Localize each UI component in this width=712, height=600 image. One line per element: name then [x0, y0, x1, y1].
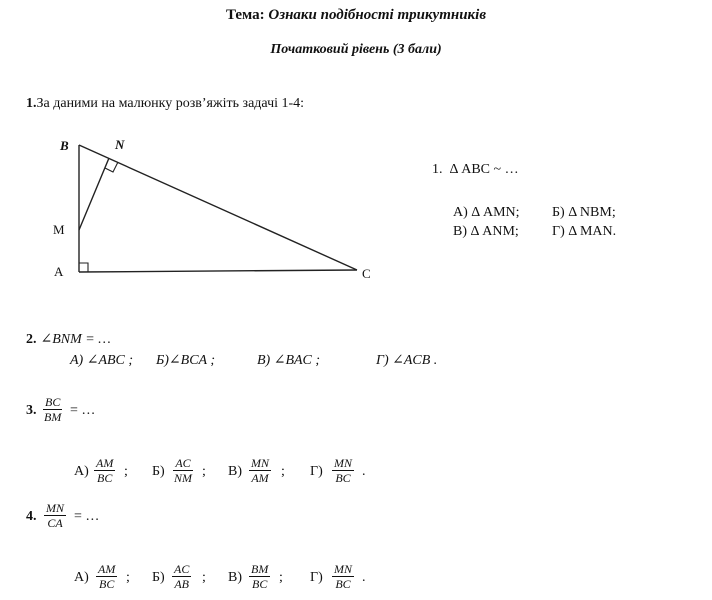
q4-option-a-num: AM: [98, 562, 116, 576]
q2-option-b[interactable]: Б)∠BCA ;: [156, 353, 216, 368]
point-c-label: C: [362, 266, 371, 281]
q2-option-d[interactable]: Г) ∠ACB .: [376, 353, 438, 368]
q3-option-c-label[interactable]: В): [228, 464, 242, 479]
side-bc: [79, 145, 357, 270]
q3-option-d-sep: .: [362, 464, 366, 479]
q3-option-d-num: MN: [334, 456, 352, 470]
q4-option-d-den: BC: [335, 577, 351, 591]
point-n-label: N: [115, 137, 125, 152]
q3-option-d-label[interactable]: Г): [310, 464, 323, 479]
q3-option-c-num: MN: [251, 456, 269, 470]
q4-option-b-label[interactable]: Б): [152, 570, 165, 585]
q4-option-a-den: BC: [98, 577, 115, 591]
q4-option-b-frac[interactable]: [172, 562, 191, 591]
q3-option-a-sep: ;: [124, 464, 128, 479]
q3-fraction: [42, 395, 63, 424]
q3-option-a-label[interactable]: А): [74, 464, 89, 479]
q2-option-c[interactable]: В) ∠BAC ;: [257, 353, 321, 368]
side-ac: [79, 270, 357, 272]
q3-option-b-num: AC: [175, 456, 191, 470]
q4-option-d-num: MN: [334, 562, 352, 576]
level-subtitle: Початковий рівень (3 бали): [270, 42, 442, 57]
q3-frac-num: BC: [44, 395, 61, 409]
q4-option-d-sep: .: [362, 570, 366, 585]
q3-option-c-den: AM: [251, 471, 269, 485]
q4-option-b-sep: ;: [202, 570, 206, 585]
q3-option-d-den: BC: [335, 471, 351, 485]
q1-option-b[interactable]: Б) Δ NBM;: [552, 205, 616, 220]
q3-option-b-label[interactable]: Б): [152, 464, 165, 479]
q3-option-b-sep: ;: [202, 464, 206, 479]
q4-option-d-frac[interactable]: [332, 562, 354, 591]
q3-option-a-frac[interactable]: [94, 456, 115, 485]
q4-number: 4.: [26, 509, 37, 524]
q3-option-c-sep: ;: [281, 464, 285, 479]
q4-option-d-label[interactable]: Г): [310, 570, 323, 585]
q4-option-a-label[interactable]: А): [74, 570, 89, 585]
q1-text: Δ ABC ~ …: [449, 162, 519, 177]
point-a-label: A: [54, 264, 64, 279]
q3-equals: = …: [70, 403, 96, 418]
q3-option-a-den: BC: [96, 471, 113, 485]
right-angle-a: [79, 263, 88, 272]
q1-option-c[interactable]: В) Δ ANM;: [453, 224, 519, 239]
q3-option-d-frac[interactable]: [332, 456, 354, 485]
q4-option-c-num: BM: [251, 562, 269, 576]
point-b-label: B: [60, 138, 69, 153]
q4-option-a-sep: ;: [126, 570, 130, 585]
q4-equals: = …: [74, 509, 100, 524]
q1-option-a[interactable]: А) Δ AMN;: [453, 205, 520, 220]
q4-option-c-label[interactable]: В): [228, 570, 242, 585]
q4-option-c-frac[interactable]: [249, 562, 270, 591]
segment-mn: [79, 158, 109, 230]
q4-option-c-den: BC: [251, 577, 268, 591]
q4-option-b-num: AC: [174, 562, 190, 576]
q1-option-d[interactable]: Г) Δ MAN.: [552, 224, 617, 239]
title-topic: Ознаки подібності трикутників: [268, 7, 487, 23]
q3-frac-den: BM: [44, 410, 62, 424]
q4-fraction: [44, 501, 66, 530]
q2-option-a[interactable]: А) ∠ABC ;: [70, 353, 134, 368]
task-text: За даними на малюнку розв’яжіть задачі 1-4:: [36, 96, 305, 111]
q1-number: 1.: [432, 162, 443, 177]
q4-frac-den: CA: [47, 516, 63, 530]
title-prefix: Тема:: [225, 7, 265, 23]
q4-frac-num: MN: [46, 501, 64, 515]
q3-option-b-frac[interactable]: [172, 456, 194, 485]
q1-question: [432, 162, 519, 178]
q2-text: ∠BNM = …: [40, 332, 111, 347]
q2-number: 2.: [26, 332, 37, 347]
q3-option-b-den: NM: [174, 471, 192, 485]
q2-question: [26, 330, 111, 348]
q3-option-c-frac[interactable]: [249, 456, 271, 485]
q4-option-b-den: AB: [174, 577, 189, 591]
q4-option-c-sep: ;: [279, 570, 283, 585]
q3-number: 3.: [26, 403, 37, 418]
point-m-label: M: [53, 222, 65, 237]
q4-option-a-frac[interactable]: [96, 562, 117, 591]
q3-option-a-num: AM: [96, 456, 114, 470]
task-number: 1.: [26, 96, 37, 111]
